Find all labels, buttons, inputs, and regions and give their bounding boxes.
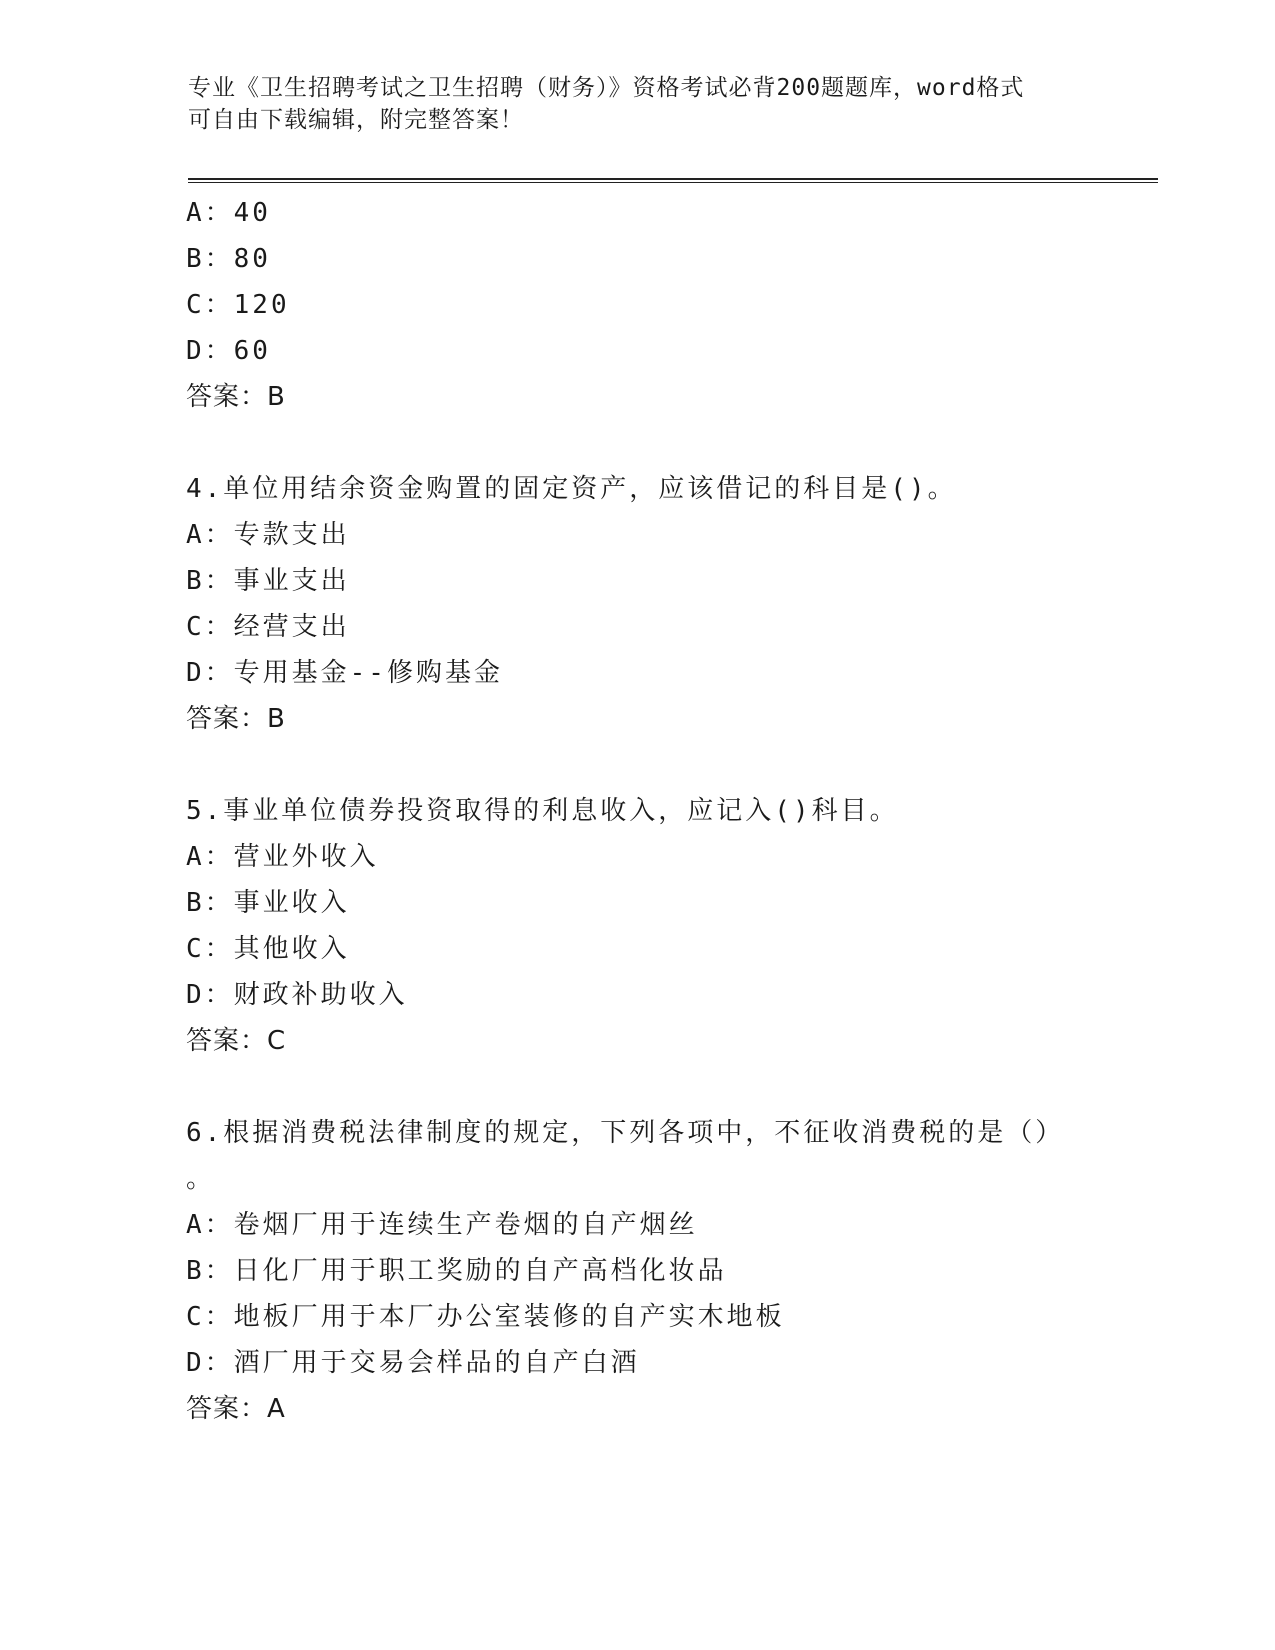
document-header: [188, 72, 1068, 136]
header-title-line-2: 可自由下载编辑，附完整答案！: [188, 107, 524, 133]
answer-line: 答案：B: [186, 704, 286, 734]
answer-line: 答案：C: [186, 1026, 287, 1056]
option-b: B：事业支出: [186, 566, 350, 596]
answer-line: 答案：A: [186, 1394, 286, 1424]
question-text: 4.单位用结余资金购置的固定资产，应该借记的科目是()。: [186, 474, 957, 504]
option-c: C：经营支出: [186, 612, 350, 642]
option-d: D：酒厂用于交易会样品的自产白酒: [186, 1348, 640, 1378]
option-a: A：专款支出: [186, 520, 350, 550]
question-6: [186, 1110, 1146, 1432]
option-c: C：地板厂用于本厂办公室装修的自产实木地板: [186, 1302, 785, 1332]
option-b: B：事业收入: [186, 888, 350, 918]
question-text-continuation: 。: [186, 1164, 213, 1194]
question-gap: [186, 420, 1146, 466]
question-list: [186, 190, 1146, 1432]
option-b: B：日化厂用于职工奖励的自产高档化妆品: [186, 1256, 727, 1286]
option-c: C：其他收入: [186, 934, 350, 964]
option-d: D：专用基金--修购基金: [186, 658, 503, 688]
header-divider: [188, 178, 1158, 183]
option-c: C：120: [186, 290, 290, 320]
header-title-line-1: 专业《卫生招聘考试之卫生招聘（财务）》资格考试必背200题题库，word格式: [188, 75, 1025, 101]
answer-line: 答案：B: [186, 382, 286, 412]
question-3: [186, 190, 1146, 420]
question-5: [186, 788, 1146, 1064]
question-gap: [186, 742, 1146, 788]
question-4: [186, 466, 1146, 742]
option-a: A：卷烟厂用于连续生产卷烟的自产烟丝: [186, 1210, 698, 1240]
option-a: A：40: [186, 198, 271, 228]
question-text: 5.事业单位债券投资取得的利息收入，应记入()科目。: [186, 796, 899, 826]
option-d: D：财政补助收入: [186, 980, 408, 1010]
option-d: D：60: [186, 336, 271, 366]
option-a: A：营业外收入: [186, 842, 379, 872]
option-b: B：80: [186, 244, 271, 274]
question-text: 6.根据消费税法律制度的规定，下列各项中，不征收消费税的是（）: [186, 1118, 1065, 1148]
question-gap: [186, 1064, 1146, 1110]
